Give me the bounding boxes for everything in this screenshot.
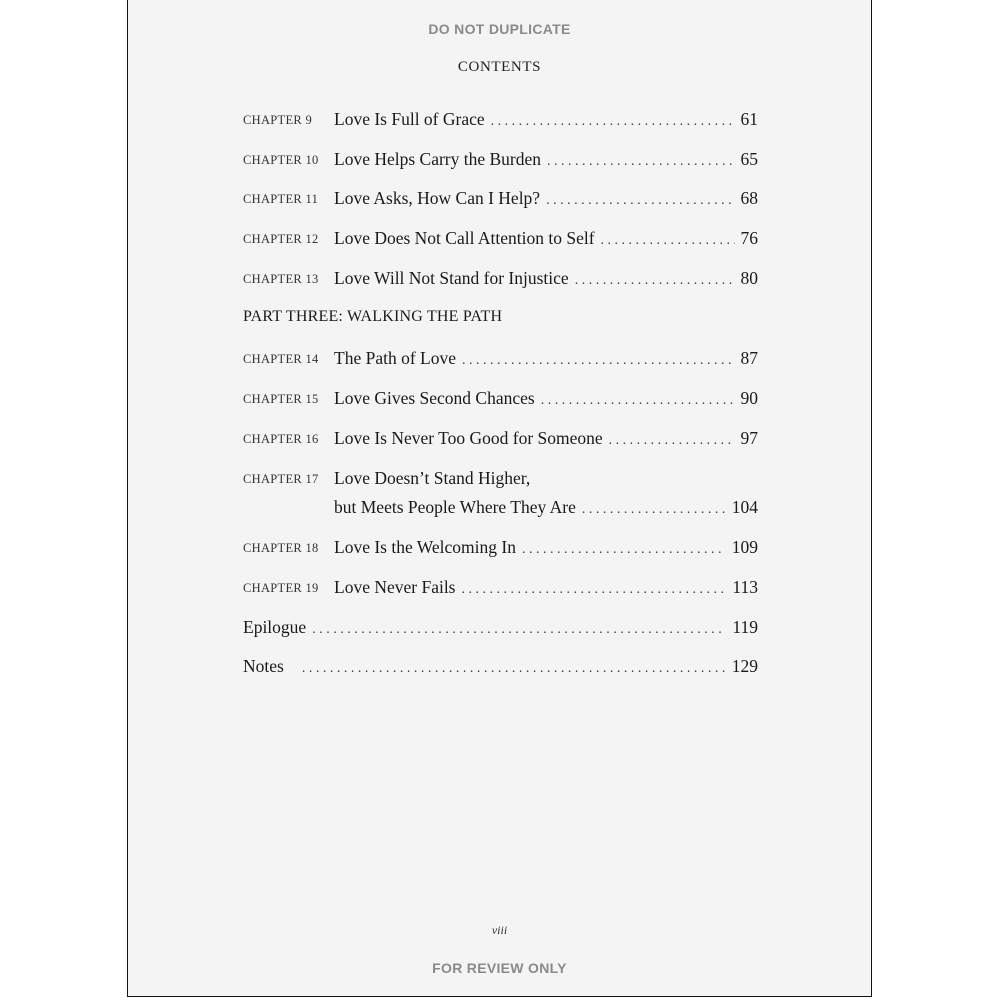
toc-entry-chapter-13[interactable] [243,265,758,291]
chapter-label: CHAPTER 10 [243,153,319,167]
chapter-title-line2: but Meets People Where They Are [334,497,576,517]
chapter-title: Love Helps Carry the Burden [334,149,542,169]
toc-entry-chapter-17-line2[interactable] [243,494,758,520]
page-number: 97 [740,428,758,448]
part-three-heading-row [243,304,758,330]
watermark-top: DO NOT DUPLICATE [428,21,571,37]
toc-entry-notes[interactable] [243,653,758,679]
page-number: 129 [731,656,758,676]
chapter-title: Love Is Never Too Good for Someone [334,428,603,448]
chapter-title: Love Is the Welcoming In [334,537,516,557]
chapter-title: Love Never Fails [334,577,456,597]
toc-entry-chapter-10[interactable] [243,146,758,172]
chapter-label: CHAPTER 12 [243,232,319,246]
chapter-label: CHAPTER 16 [243,432,319,446]
chapter-title-line1: Love Doesn’t Stand Higher, [334,468,531,488]
chapter-label: CHAPTER 19 [243,581,319,595]
chapter-title: Love Asks, How Can I Help? [334,188,541,208]
chapter-label: CHAPTER 11 [243,192,319,206]
page-number: 65 [740,149,758,169]
book-page [127,0,872,997]
toc-entry-chapter-18[interactable] [243,534,758,560]
toc-entry-epilogue[interactable] [243,614,758,640]
toc-entry-chapter-12[interactable] [243,225,758,251]
part-heading: PART THREE: WALKING THE PATH [243,308,503,325]
toc-entry-chapter-17-line1[interactable] [243,465,758,491]
toc-entry-chapter-19[interactable] [243,574,758,600]
chapter-label: CHAPTER 13 [243,272,319,286]
page-number: 109 [731,537,758,557]
chapter-label: CHAPTER 17 [243,472,319,486]
back-matter-title: Epilogue [243,617,307,637]
toc-entry-chapter-16[interactable] [243,425,758,451]
back-matter-title: Notes [243,656,284,676]
toc-entry-chapter-9[interactable] [243,106,758,132]
page-number: 87 [740,348,758,368]
chapter-title: Love Will Not Stand for Injustice [334,268,569,288]
chapter-label: CHAPTER 18 [243,541,319,555]
chapter-label: CHAPTER 15 [243,392,319,406]
contents-heading: CONTENTS [457,59,542,75]
page-number: 119 [732,617,758,637]
page-number: 76 [740,228,758,248]
page-folio: viii [491,923,508,937]
chapter-title: Love Is Full of Grace [334,109,485,129]
toc-entry-chapter-11[interactable] [243,185,758,211]
page-number: 80 [740,268,758,288]
toc-entry-chapter-15[interactable] [243,385,758,411]
chapter-label: CHAPTER 14 [243,352,319,366]
page-number: 104 [731,497,758,517]
page-number: 68 [740,188,758,208]
page-number: 90 [740,388,758,408]
chapter-label: CHAPTER 9 [243,113,313,127]
chapter-title: Love Gives Second Chances [334,388,535,408]
page-number: 113 [732,577,758,597]
chapter-title: The Path of Love [334,348,456,368]
toc-entry-chapter-14[interactable] [243,345,758,371]
watermark-bottom: FOR REVIEW ONLY [432,960,567,976]
chapter-title: Love Does Not Call Attention to Self [334,228,595,248]
page-number: 61 [740,109,758,129]
